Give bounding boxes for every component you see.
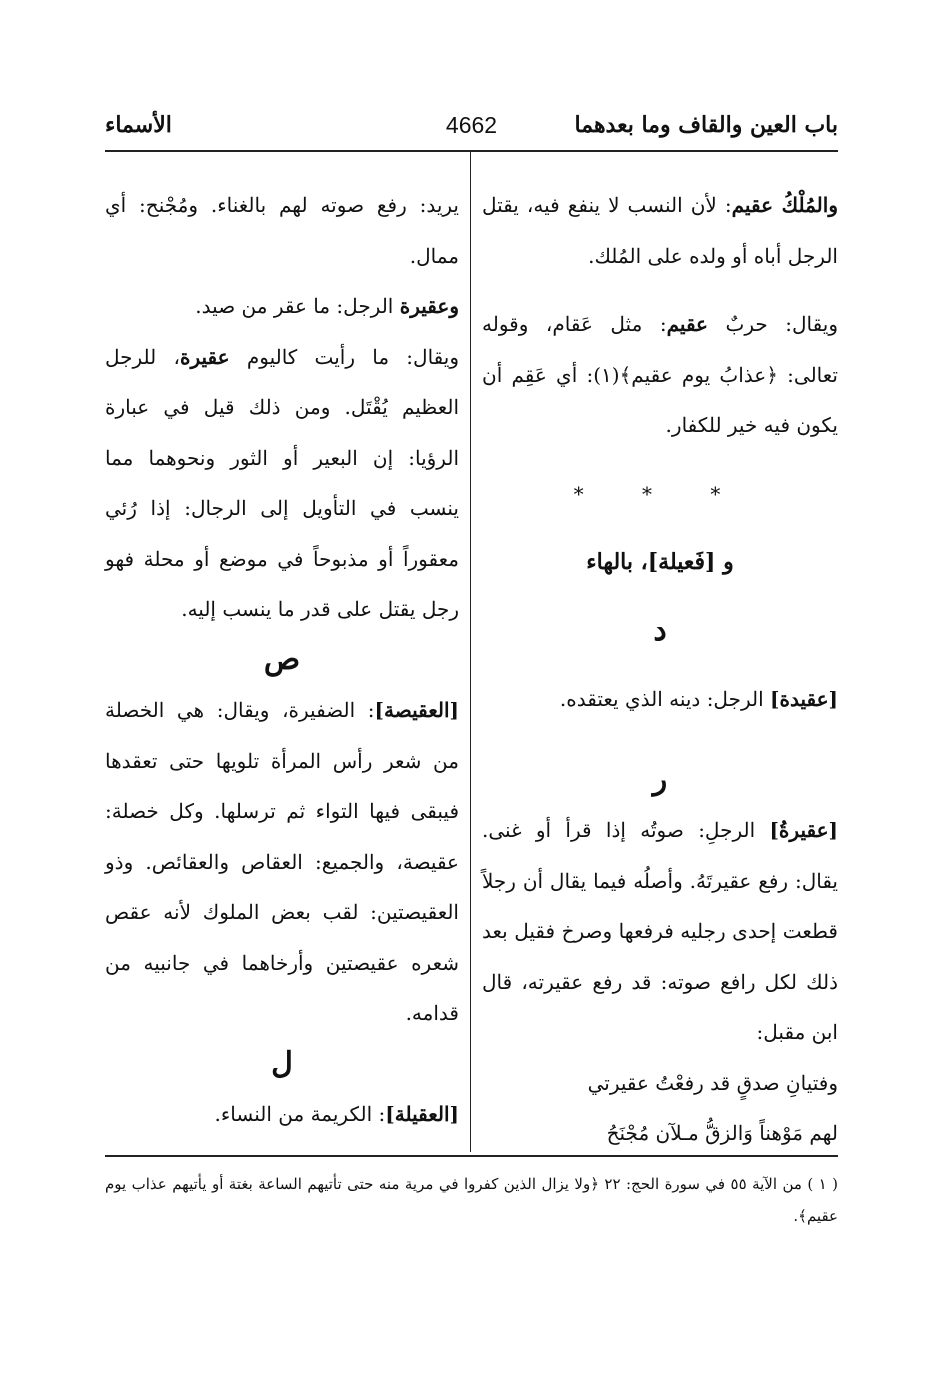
entry-text: : مثل عَقام، وقوله تعالى: ﴿عذابُ يوم عقيم﴾(١): أي عَقِم أن يكون فيه خير للكفار. [482, 312, 838, 437]
entry-headword: [العقيصة] [374, 698, 459, 722]
letter-heading-lam: ل [271, 1045, 293, 1081]
entry-text: الرجل: ما عقر من صيد. [195, 294, 400, 318]
entry-text: ويقال: ما رأيت كاليوم [229, 344, 460, 369]
entry-aqida [482, 674, 838, 725]
entry-aqira-sayd [105, 281, 459, 332]
letter-heading-dal: د [653, 612, 667, 648]
entry-text: الرجل: دينه الذي يعتقده. [559, 687, 770, 711]
verse-line-2: لهم مَوْهناً وَالزقُّ مـلآن مُجْنَحُ [606, 1121, 838, 1145]
entry-harb-aqim [482, 299, 838, 451]
entry-headword: [العقيلة] [385, 1102, 459, 1126]
footnote: ( ١ ) من الآية ٥٥ في سورة الحج: ٢٢ ﴿ولا يزال الذين كفروا في مرية منه حتى تأتيهم الساعة بغتة أو يأتيهم عذاب يوم عقيم﴾. [105, 1175, 838, 1225]
footnote-rule [105, 1155, 838, 1157]
entry-headword: [عقيرةُ] [769, 818, 838, 842]
page-number: 4662 [445, 112, 498, 138]
chapter-title: باب العين والقاف وما بعدهما [574, 112, 838, 138]
left-column [105, 180, 459, 1140]
entry-mulk-aqim [482, 180, 838, 281]
entry-text: الرجلِ: صوتُه إذا قرأ أو غنى. يقال: رفع عقيرتَهُ. وأصلُه فيما يقال أن رجلاً قطعت إحدى رجليه فرفعها وصرخ فقيل بعد ذلك لكل رافع صوته: قد رفع عقيرته، قال ابن مقبل: [482, 818, 838, 1044]
entry-text: : الضفيرة، ويقال: هي الخصلة من شعر رأس المرأة تلويها حتى تعقدها فيبقى فيها التواء ثم ترسلها. وكل خصلة: عقيصة، والجميع: العقاص والعقائص. وذو العقيصتين: لقب بعض الملوك لأنه عقص شعره عقيصتين وأرخاهما في جانبيه من قدامه. [105, 698, 459, 1025]
page-header [105, 112, 838, 150]
separator-stars: * * * [573, 481, 747, 506]
entry-text: ، للرجل العظيم يُقْتَل. ومن ذلك قيل في عبارة الرؤيا: إن البعير أو الثور ونحوهما مما ينسب في التأويل إلى الرجال: إذا رُئي معقوراً أو مذبوحاً في موضع أو محلة فهو رجل يقتل على قدر ما ينسب إليه. [105, 344, 459, 621]
entry-text: : الكريمة من النساء. [214, 1102, 386, 1126]
section-heading: و [فَعيلة]، بالهاء [586, 549, 734, 575]
entry-aqila [105, 1089, 459, 1140]
entry-aqira-rajul [105, 332, 459, 635]
verse-line-1: وفتيانِ صدقٍ قد رفعْتُ عقيرتي [587, 1070, 838, 1095]
column-divider [470, 152, 471, 1152]
entry-aqisa [105, 685, 459, 1039]
letter-heading-sad: ص [263, 641, 301, 677]
entry-text: ويقال: حربٌ [708, 312, 838, 336]
entry-headword: وعقيرة [399, 294, 459, 318]
entry-headword: عقيرة [179, 344, 230, 369]
entry-mujnah: يريد: رفع صوته لهم بالغناء. ومُجْنح: أي ممال. [105, 193, 459, 268]
letter-heading-ra: ر [652, 761, 668, 797]
entry-aqira [482, 805, 838, 1058]
entry-text: : لأن النسب لا ينفع فيه، يقتل الرجل أباه أو ولده على المُلك. [482, 193, 838, 268]
entry-headword: [عقيدة] [770, 687, 838, 711]
entry-headword: والمُلْكُ عقيم [731, 193, 838, 217]
section-label: الأسماء [105, 112, 172, 138]
entry-headword: عقيم [666, 312, 708, 336]
right-column [482, 180, 838, 1159]
header-rule [105, 150, 838, 152]
